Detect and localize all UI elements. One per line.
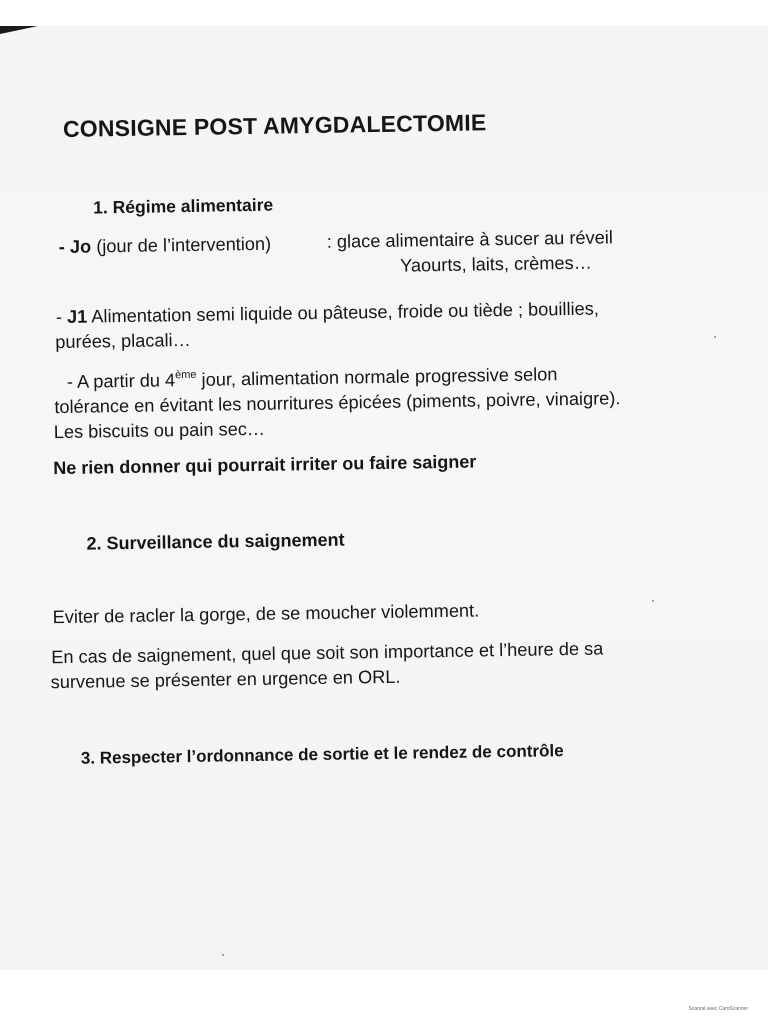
scan-speck xyxy=(714,336,716,338)
section-2-heading xyxy=(86,530,344,555)
j1-label: J1 xyxy=(66,306,88,327)
jo-label: - Jo xyxy=(58,236,92,258)
jo-text: (jour de l’intervention) xyxy=(91,233,272,257)
section-3-number: 3. xyxy=(80,748,96,768)
section-1-number: 1. xyxy=(93,197,108,218)
section-1-heading xyxy=(93,195,273,219)
section-3-title: Respecter l’ordonnance de sortie et le rendez de contrôle xyxy=(99,741,564,768)
j4-text-a: - A partir du 4 xyxy=(66,370,176,392)
bleeding-line-1: Eviter de racler la gorge, de se moucher violemment. xyxy=(52,600,480,628)
j4-superscript: ème xyxy=(174,368,197,382)
bleeding-line-2: En cas de saignement, quel que soit son importance et l’heure de sa xyxy=(51,638,604,668)
j4-line-3: Les biscuits ou pain sec… xyxy=(53,418,266,443)
j1-prefix: - xyxy=(55,306,68,328)
section-2-title: Surveillance du saignement xyxy=(106,529,345,554)
jo-line-2: Yaourts, laits, crèmes… xyxy=(400,252,593,276)
j4-text-b: jour, alimentation normale progressive selon xyxy=(196,364,558,390)
warning-text: Ne rien donner qui pourrait irriter ou faire saigner xyxy=(53,451,477,479)
document-body xyxy=(0,26,768,970)
section-3-heading xyxy=(81,741,564,769)
scanned-page xyxy=(0,26,768,970)
section-1-title: Régime alimentaire xyxy=(112,194,274,218)
jo-line xyxy=(59,234,272,258)
scan-speck xyxy=(222,954,224,956)
scanner-watermark: Scanné avec CamScanner xyxy=(688,1006,748,1012)
section-2-number: 2. xyxy=(86,533,102,554)
j4-line-1 xyxy=(67,364,558,393)
jo-description: : glace alimentaire à sucer au réveil xyxy=(326,227,614,252)
j1-line-2: purées, placali… xyxy=(55,329,191,353)
scan-speck xyxy=(652,600,654,602)
document-title: CONSIGNE POST AMYGDALECTOMIE xyxy=(62,109,487,142)
j1-line-1 xyxy=(56,299,599,329)
j1-text: Alimentation semi liquide ou pâteuse, froide ou tiède ; bouillies, xyxy=(87,298,599,327)
scan-corner-mark xyxy=(0,26,38,34)
j4-line-2: tolérance en évitant les nourritures épicées (piments, poivre, vinaigre). xyxy=(54,388,621,418)
bleeding-line-3: survenue se présenter en urgence en ORL. xyxy=(50,666,401,693)
